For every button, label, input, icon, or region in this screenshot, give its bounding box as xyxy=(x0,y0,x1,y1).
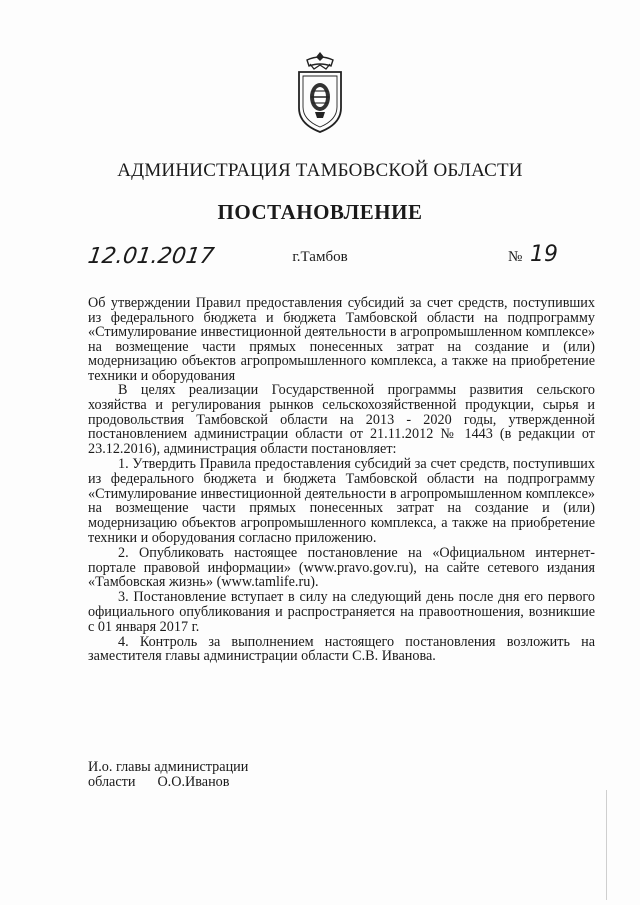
document-city: г.Тамбов xyxy=(292,249,348,265)
document-subject: Об утверждении Правил предоставления субсидий за счет средств, поступивших из федерального бюджета и бюджета Тамбовской области на подпрограмму «Стимулирование инвестиционной деятельности в агропромышленном комплексе» на возмещение части прямых понесенных затрат на создание и (или) модернизацию объектов агропромышленного комплекса, а также на приобретение техники и оборудования xyxy=(88,295,595,384)
document-date: 12.01.2017 xyxy=(86,244,216,269)
body-item: 1. Утвердить Правила предоставления субсидий за счет средств, поступивших из федерального бюджета и бюджета Тамбовской области на подпрограмму «Стимулирование инвестиционной деятельности в агропромышленном комплексе» на возмещение части прямых понесенных затрат на создание и (или) модернизацию объектов агропромышленного комплекса, а также на приобретение техники и оборудования согласно приложению. xyxy=(88,455,595,546)
body-item: 4. Контроль за выполнением настоящего постановления возложить на заместителя главы администрации области С.В. Иванова. xyxy=(88,633,595,665)
signature-title-line2: области xyxy=(88,774,136,790)
body-preamble: В целях реализации Государственной программы развития сельского хозяйства и регулирования рынков сельскохозяйственной продукции, сырья и продовольствия Тамбовской области на 2013 - 2020 годы, утвержденной постановлением администрации области от 21.11.2012 № 1443 (в редакции от 23.12.2016), администрация области постановляет: xyxy=(88,382,595,458)
coat-of-arms-icon xyxy=(293,50,347,136)
document-body xyxy=(88,383,595,664)
signature-block xyxy=(88,760,248,790)
scan-artifact-line xyxy=(606,790,607,900)
body-item: 2. Опубликовать настоящее постановление на «Официальном интернет-портале правовой информации» (www.pravo.gov.ru), на сайте сетевого издания «Тамбовская жизнь» (www.tamlife.ru). xyxy=(88,544,595,591)
document-number: 19 xyxy=(530,242,558,267)
body-item: 3. Постановление вступает в силу на следующий день после дня его первого официального опубликования и распространяется на правоотношения, возникшие с 01 января 2017 г. xyxy=(88,589,595,635)
document-type-title: ПОСТАНОВЛЕНИЕ xyxy=(217,200,423,224)
signature-name: О.О.Иванов xyxy=(157,774,230,790)
signature-title: И.о. главы администрации xyxy=(88,759,249,775)
organization-name: АДМИНИСТРАЦИЯ ТАМБОВСКОЙ ОБЛАСТИ xyxy=(117,160,523,181)
document-number-label: № xyxy=(508,249,523,265)
